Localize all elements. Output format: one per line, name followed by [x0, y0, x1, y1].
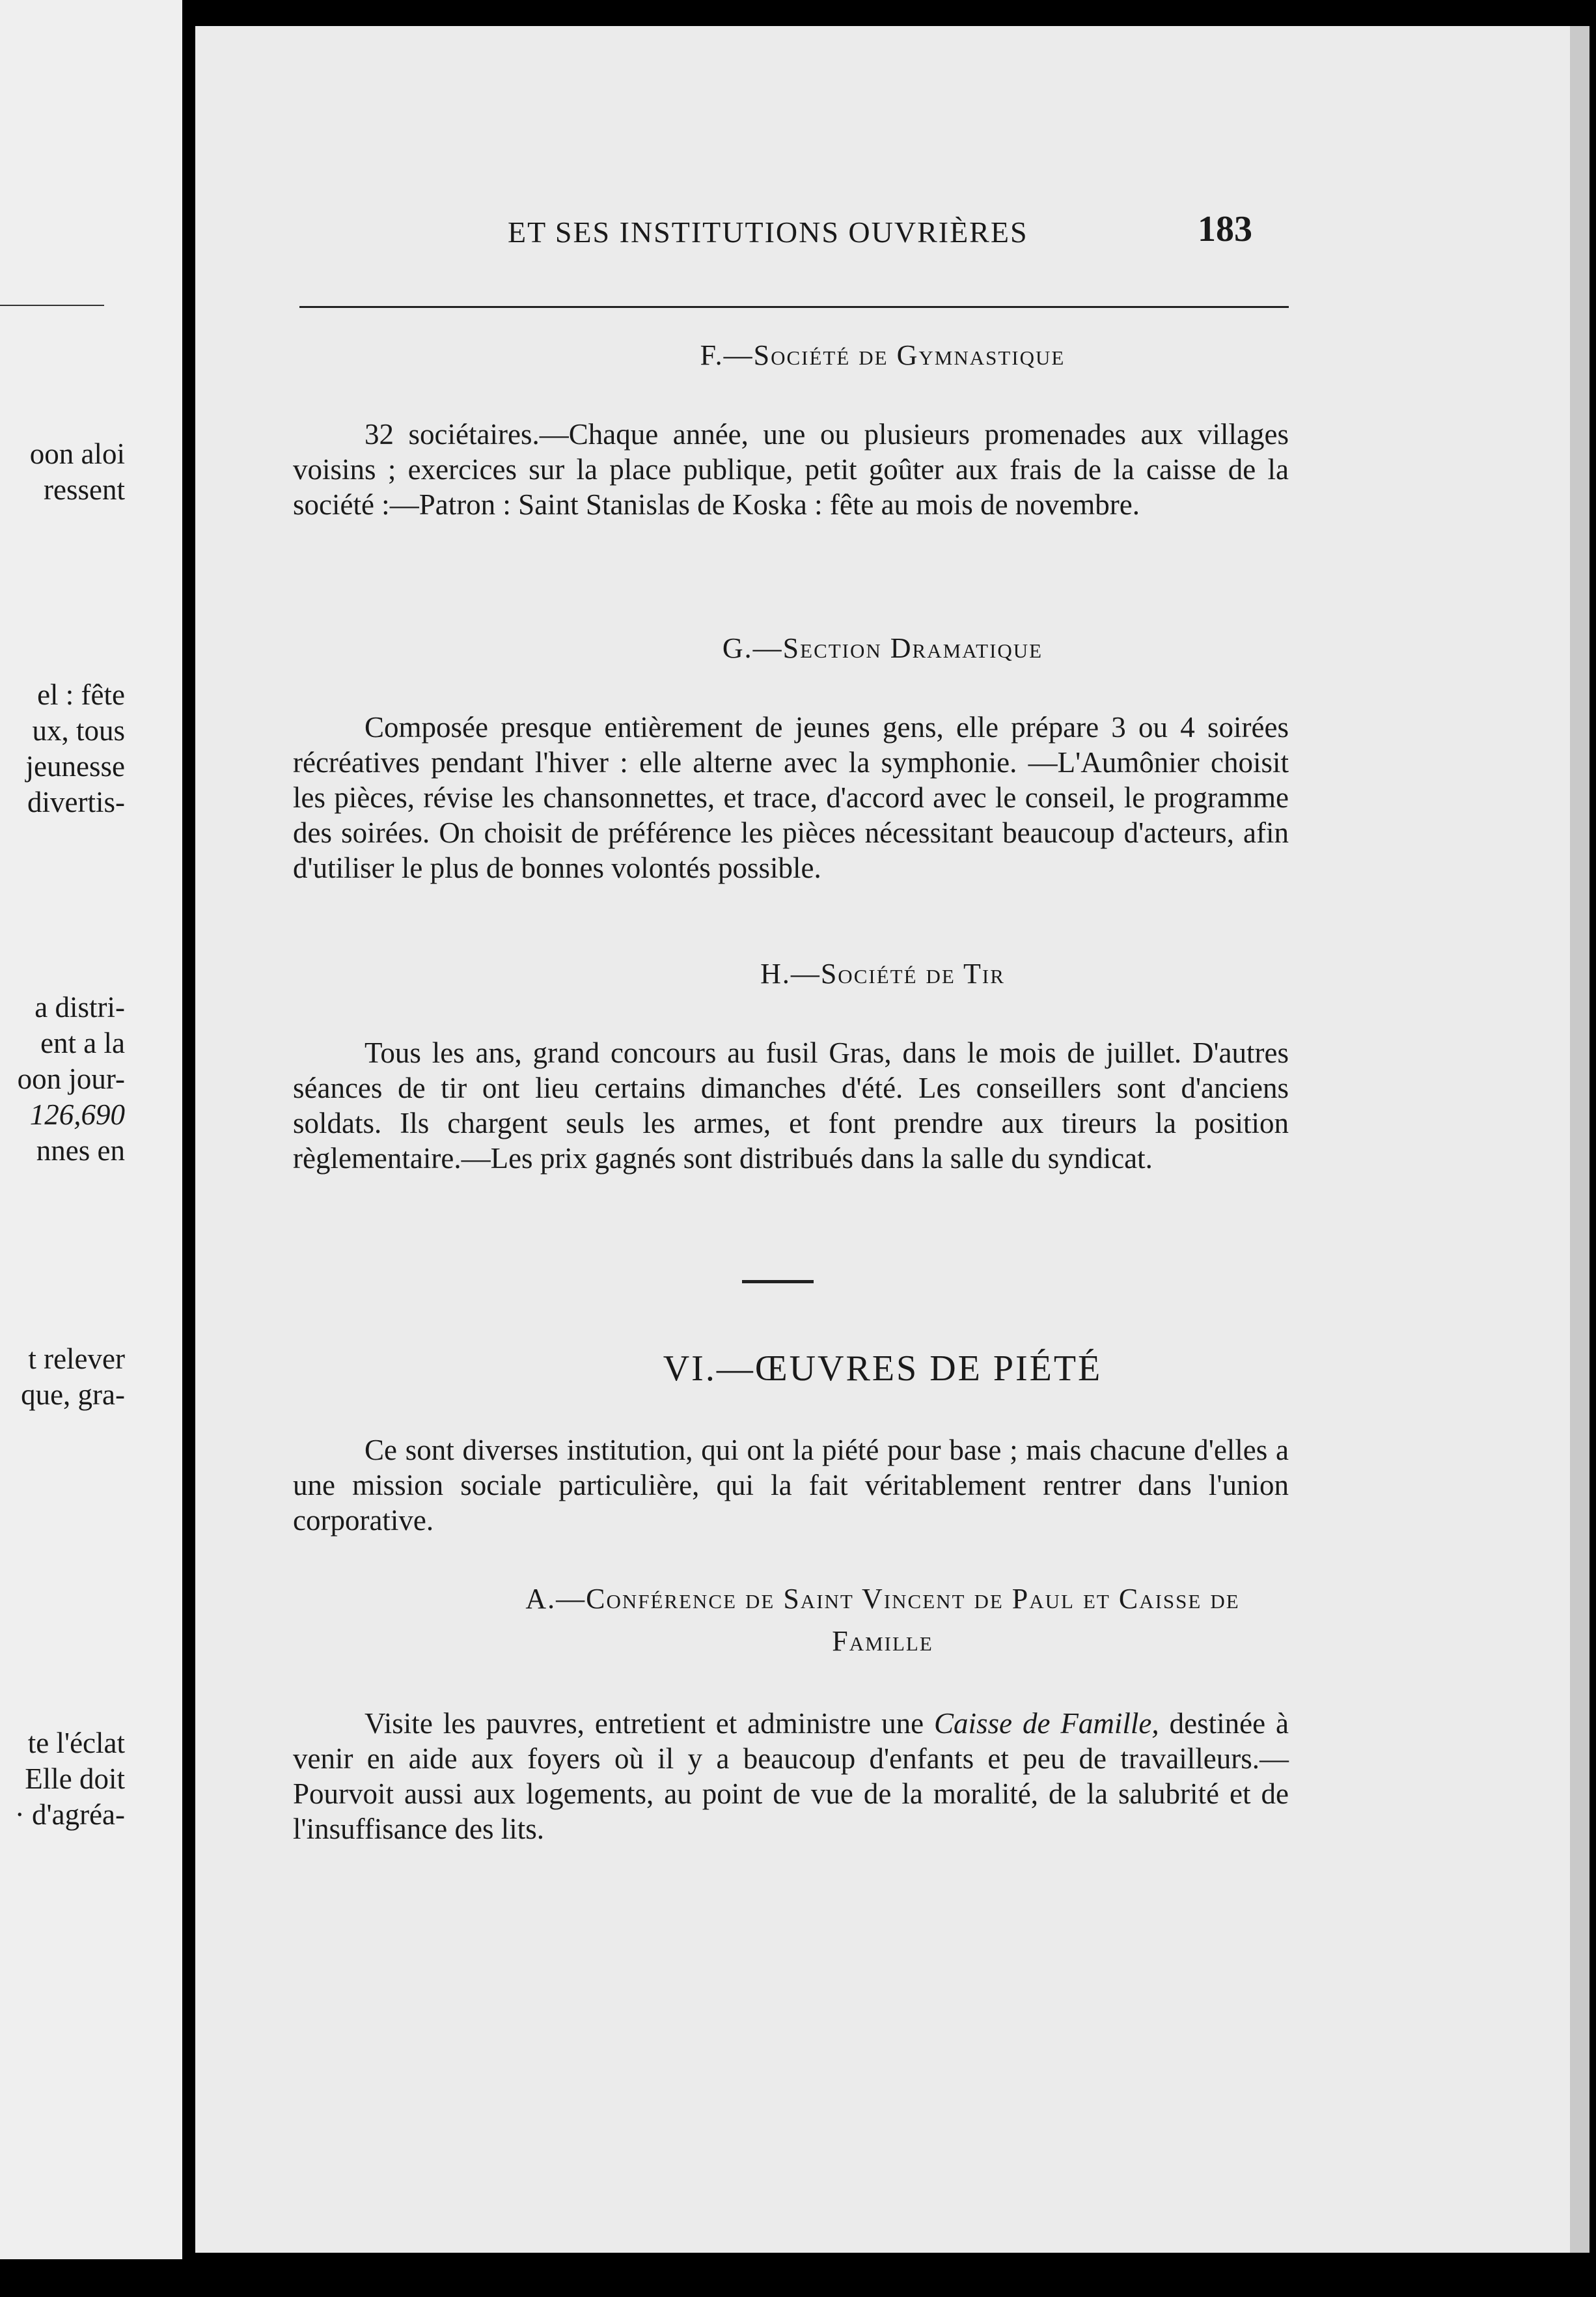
left-page-fragment: jeunesse	[25, 750, 125, 783]
section-title-f: F.—Société de Gymnastique	[700, 339, 1066, 371]
left-page-fragment: ent a la	[40, 1027, 125, 1059]
left-page-rule	[0, 305, 104, 306]
left-page-fragment: divertis-	[27, 786, 125, 818]
left-page-fragment: ressent	[44, 473, 125, 506]
left-page-fragment: a distri-	[34, 991, 125, 1023]
section-separator	[742, 1280, 814, 1283]
left-page-fragment: oon jour-	[17, 1063, 125, 1095]
paragraph-a	[293, 1706, 1289, 1846]
section-title-vi: VI.—ŒUVRES DE PIÉTÉ	[663, 1348, 1103, 1389]
left-page-fragment: oon aloi	[29, 438, 125, 470]
left-page-fragment: Elle doit	[25, 1762, 125, 1795]
page-number: 183	[1198, 209, 1252, 249]
left-page-fragment: el : fête	[37, 678, 125, 711]
paragraph-a-end: destinée à venir en aide aux foyers où il y a beaucoup d'enfants et peu de travailleurs.—Pourvoit aussi aux logements, au point de vue de la moralité, de la salubrité et de l'insuffisance des lits.	[293, 1707, 1289, 1845]
running-title: ET SES INSTITUTIONS OUVRIÈRES	[508, 216, 1028, 249]
header-rule	[299, 306, 1289, 308]
left-page-fragment: nnes en	[36, 1134, 125, 1167]
left-page-fragment: · d'agréa-	[14, 1798, 125, 1831]
paragraph-vi: Ce sont diverses institution, qui ont la piété pour base ; mais chacune d'elles a une mission sociale particulière, qui la fait véritablement rentrer dans l'union corporative.	[293, 1434, 1289, 1537]
section-title-a-line2: Famille	[832, 1625, 933, 1657]
right-page	[195, 26, 1589, 2253]
section-title-a-line1: A.—Conférence de Saint Vincent de Paul et Caisse de	[525, 1583, 1240, 1615]
paragraph-a-italic: Caisse de Famille,	[934, 1707, 1159, 1740]
paragraph-h: Tous les ans, grand concours au fusil Gras, dans le mois de juillet. D'autres séances de tir ont lieu certains dimanches d'été. Les conseillers sont d'anciens soldats. Ils chargent seuls les armes, et font prendre aux tireurs la position règlementaire.—Les prix gagnés sont distribués dans la salle du syndicat.	[293, 1037, 1289, 1175]
section-title-g: G.—Section Dramatique	[722, 632, 1043, 664]
left-page-fragment: t relever	[28, 1343, 125, 1375]
left-page-fragment: que, gra-	[21, 1378, 125, 1411]
paragraph-g: Composée presque entièrement de jeunes gens, elle prépare 3 ou 4 soirées récréatives pendant l'hiver : elle alterne avec la symphonie. —L'Aumônier choisit les pièces, révise les chansonnettes, et trace, d'accord avec le conseil, le programme des soirées. On choisit de préférence les pièces nécessitant beaucoup d'acteurs, afin d'utiliser le plus de bonnes volontés possible.	[293, 711, 1289, 884]
paragraph-a-start: Visite les pauvres, entretient et administre une	[365, 1707, 935, 1740]
left-page-fragment: te l'éclat	[27, 1727, 125, 1759]
left-page-fragment: 126,690	[29, 1098, 125, 1131]
left-page	[0, 0, 182, 2259]
paragraph-f: 32 sociétaires.—Chaque année, une ou plusieurs promenades aux villages voisins ; exercices sur la place publique, petit goûter aux frais de la caisse de la société :—Patron : Saint Stanislas de Koska : fête au mois de novembre.	[293, 418, 1289, 521]
left-page-fragment: ux, tous	[32, 714, 125, 747]
section-title-h: H.—Société de Tir	[760, 958, 1005, 990]
